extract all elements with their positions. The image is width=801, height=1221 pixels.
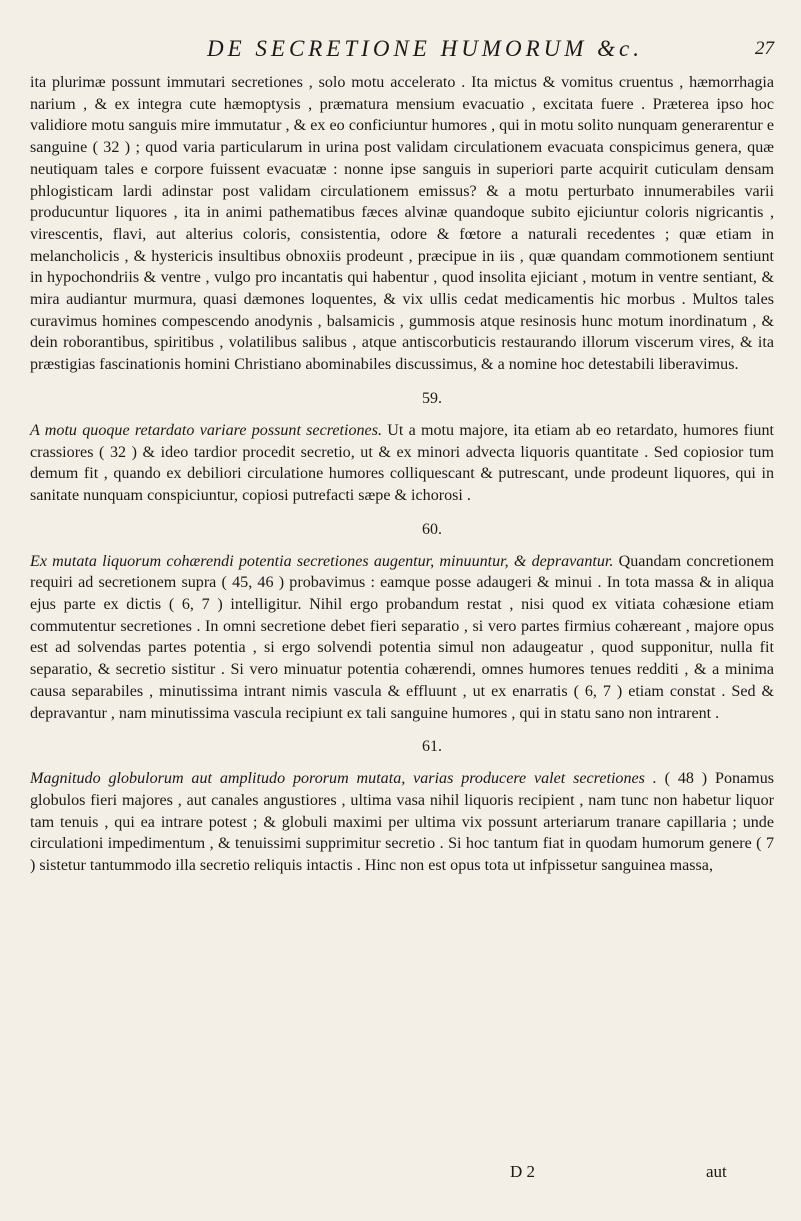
section-number-61: 61. xyxy=(422,738,442,756)
section-60-paragraph xyxy=(30,551,774,725)
paragraph-58-continuation: ita plurimæ possunt immutari secretiones , solo motu accelerato . Ita mictus & vomitus cruentus , hæmorrhagia narium , & ex integra cute hæmoptysis , præmatura mensium evacuatio , excitata fuere . Præterea ipso hoc validiore motu sanguis mire immutatur , & ex eo conficiuntur humores , qui in motu solito nunquam generarentur e sanguine ( 32 ) ; quod varia particularum in urina post validam circulationem evacuata conspicimus genera, quæ neutiquam tales e corpore fuissent evacuatæ : nonne ipse sanguis in superiori parte acquirit cuticulam densam phlogisticam lardi adinstar post validam circulationem emissus? & a motu perturbato innumerabiles varii producuntur liquores , ita in animi pathematibus fæces alvinæ quandoque subito ejiciuntur coloris nigricantis , virescentis, flavi, aut alterius coloris, consistentia, odore & fœtore a naturali recedentes ; quæ etiam in melancholicis , & hystericis insultibus obnoxiis prodeunt , præcipue in iis , quæ quandam commotionem sentiunt in hypochondriis & ventre , vulgo pro incantatis qui habentur , quod insolita ejiciant , motum in ventre sentiant, & mira audiantur murmura, quasi dæmones loquentes, & vix ullis cedat medicamentis hic morbus . Multos tales curavimus homines compescendo anodynis , balsamicis , gummosis atque resinosis hunc motum inordinatum , & dein roborantibus, spiritibus , volatilibus salibus , atque antiscorbuticis restaurando illorum viscerum vires, & ita præstigias fascinationis homini Christiano abominabiles discussimus, & a nomine hoc detestabili liberavimus. xyxy=(30,74,774,374)
section-60-text: Quandam concretionem requiri ad secretionem supra ( 45, 46 ) probavimus : eamque posse adaugeri & minui . In tota massa & in aliqua ejus parte ex dictis ( 6, 7 ) intelligitur. Nihil ergo probandum restat , nisi quod ex vitiata cohæsione etiam commutentur secretiones . In omni secretione debet fieri separatio , si vero partes firmius cohæreant , majore opus est ad solvendas partes potentia , si ergo solvendi potentia simul non adaugeatur , quod supponitur, nulla fit separatio, & secretio sistitur . Si vero minuatur potentia cohærendi, omnes humores tenues redditi , & a minima causa separabiles , minutissima intrant nimis vascula & effluunt , ut ex enarratis ( 6, 7 ) etiam constat . Sed & depravantur , nam minutissima vascula recipiunt ex tali sanguine humores , qui in statu sano non intrarent . xyxy=(30,552,774,722)
page-header xyxy=(30,36,774,64)
section-61-text: ( 48 ) Ponamus globulos fieri majores , aut canales angustiores , ultima vasa nihil liquoris recipient , nam tunc non habetur liquor tam tenuis , qui ea intrare potest ; & globuli maximi per ultima vix possunt arteriarum tranare capillaria ; unde circulationi impedimentum , & tenuissimi supprimitur secretio . Si hoc tantum fiat in quodam humorum genere ( 7 ) sistetur tantummodo illa secretio reliquis intactis . Hinc non est opus tota ut infpissetur sanguinea massa, xyxy=(30,770,775,875)
section-59-heading: A motu quoque retardato variare possunt secretiones. xyxy=(30,421,382,439)
catchword: aut xyxy=(706,1162,727,1181)
book-page xyxy=(30,36,774,877)
section-60-heading: Ex mutata liquorum cohærendi potentia secretiones augentur, minuuntur, & depravantur. xyxy=(30,552,614,570)
section-61-heading: Magnitudo globulorum aut amplitudo pororum mutata, varias producere valet secretiones . xyxy=(30,770,657,788)
signature-mark: D 2 xyxy=(510,1162,536,1181)
section-number-60: 60. xyxy=(422,520,442,538)
section-59-paragraph xyxy=(30,420,774,507)
section-61-paragraph xyxy=(30,768,774,877)
running-title: DE SECRETIONE HUMORUM &c. xyxy=(206,36,643,61)
section-number-59: 59. xyxy=(422,389,442,407)
page-number: 27 xyxy=(755,38,774,59)
section-59-text: Ut a motu majore, ita etiam ab eo retardato, humores fiunt crassiores ( 32 ) & ideo tardior procedit secretio, ut & ex minori advecta liquoris quantitate . Sed copiosior tum demum fit , quando ex debiliori circulatione humores colliquescant & putrescant, unde prodeunt liquores, qui in sanitate nunquam conspiciuntur, copiosi putrefacti sæpe & ichorosi . xyxy=(30,421,775,504)
